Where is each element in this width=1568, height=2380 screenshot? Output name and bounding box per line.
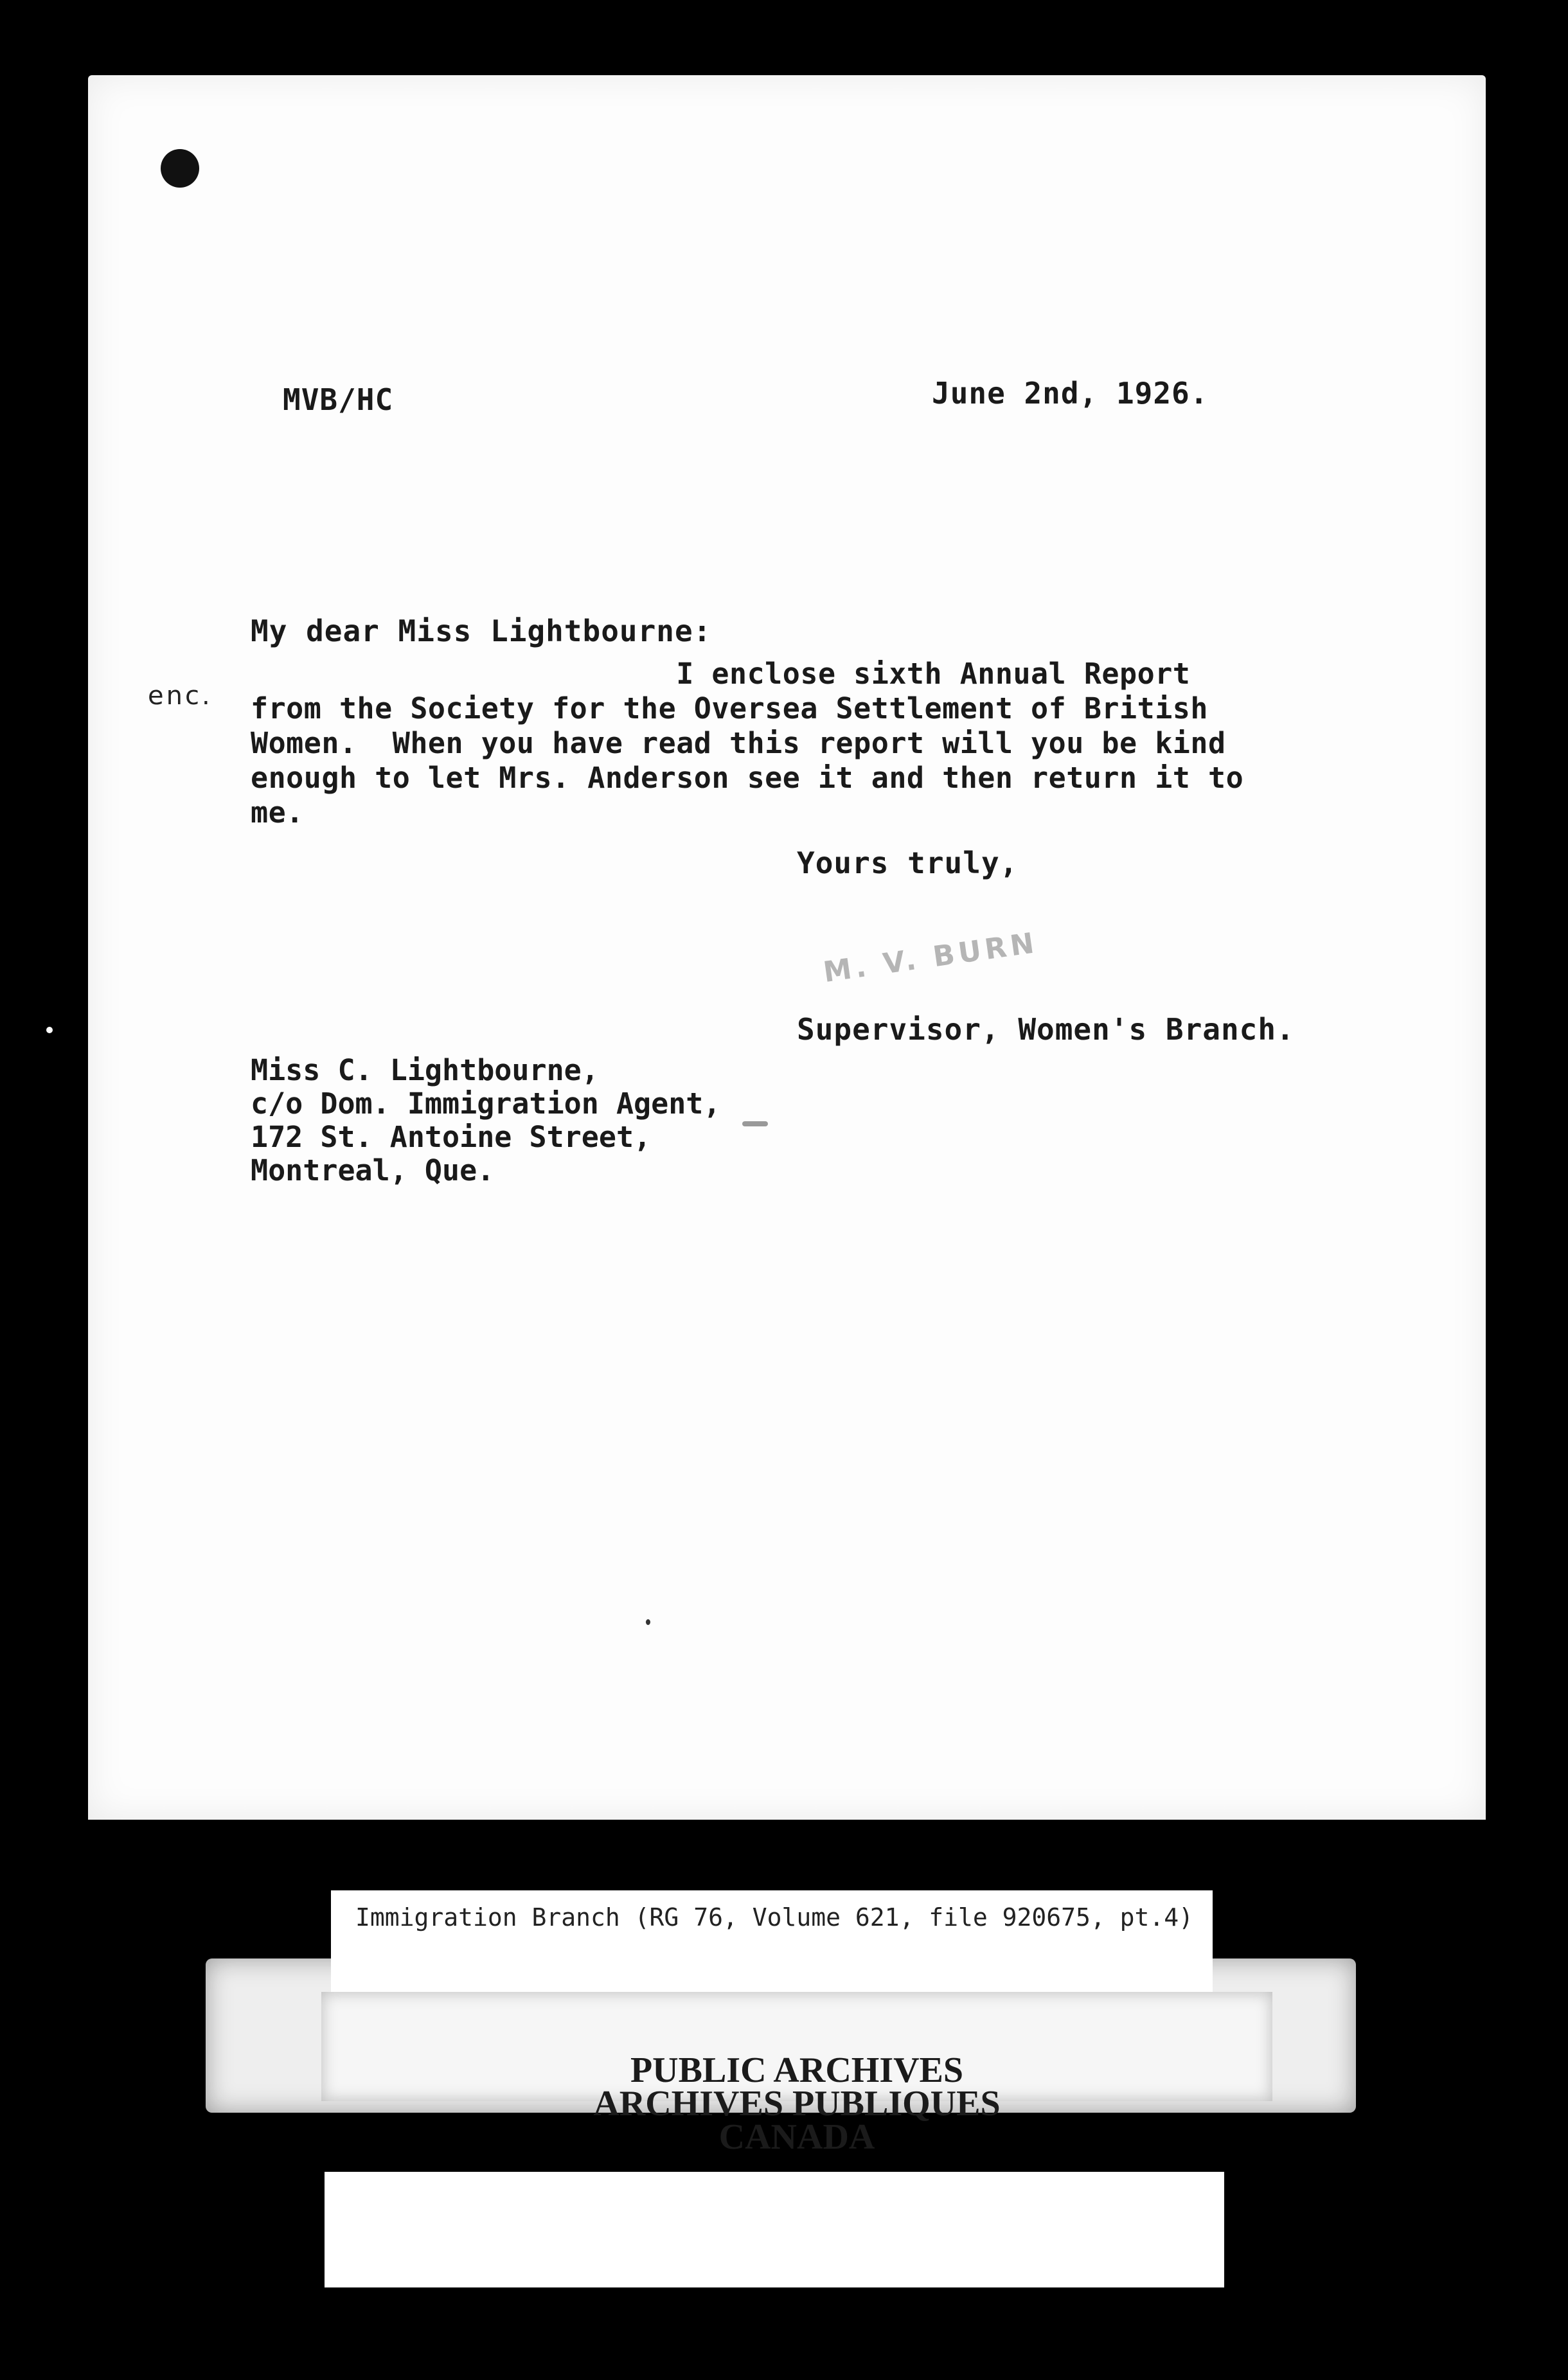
address-line: 172 St. Antoine Street,: [251, 1120, 652, 1154]
citation-text: Immigration Branch (RG 76, Volume 621, file 920675, pt.4): [355, 1903, 1194, 1932]
address-line: c/o Dom. Immigration Agent,: [251, 1087, 721, 1121]
body-line: from the Society for the Oversea Settlement of British: [251, 691, 1208, 725]
signature-stamp: M. V. BURN: [821, 926, 1040, 990]
signatory-title: Supervisor, Women's Branch.: [797, 1012, 1295, 1047]
address-line: Miss C. Lightbourne,: [251, 1053, 599, 1087]
dust-speck: [742, 1121, 768, 1126]
reference-initials: MVB/HC: [283, 382, 394, 417]
letter-date: June 2nd, 1926.: [932, 376, 1209, 411]
archive-stamp: [540, 2050, 1054, 2157]
archive-stamp-line: PUBLIC ARCHIVES: [630, 2050, 964, 2090]
salutation: My dear Miss Lightbourne:: [251, 614, 712, 648]
closing: Yours truly,: [797, 846, 1019, 880]
address-line: Montreal, Que.: [251, 1153, 495, 1187]
body-line: Women. When you have read this report will you be kind: [251, 726, 1226, 760]
archive-stamp-line: ARCHIVES PUBLIQUES: [593, 2084, 1001, 2124]
archive-stamp-line: CANADA: [718, 2117, 875, 2157]
label-bottom-card: [325, 2172, 1224, 2287]
body-line: me.: [251, 795, 304, 830]
punch-hole: [161, 149, 199, 188]
letter-page: [88, 75, 1486, 1820]
body-line: I enclose sixth Annual Report: [251, 657, 1191, 691]
body-line: enough to let Mrs. Anderson see it and then return it to: [251, 761, 1244, 795]
dust-speck: [646, 1619, 650, 1625]
enclosure-note: enc.: [148, 681, 213, 711]
recipient-address: [251, 1054, 721, 1187]
dust-speck: [46, 1027, 53, 1033]
letter-body: [251, 657, 1279, 830]
